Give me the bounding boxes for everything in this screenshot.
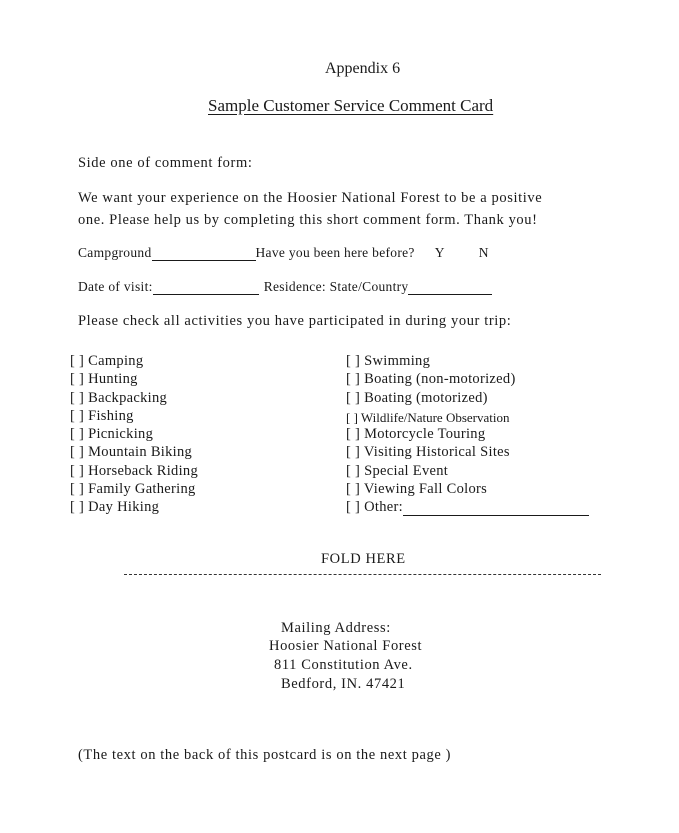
- mailing-line-2: 811 Constitution Ave.: [274, 657, 413, 673]
- page-title: Sample Customer Service Comment Card: [208, 96, 494, 115]
- activity-checkbox[interactable]: [ ] Backpacking: [70, 389, 168, 406]
- other-row: [346, 499, 589, 517]
- footer-note: (The text on the back of this postcard is on the next page ): [78, 747, 452, 763]
- no-option[interactable]: N: [478, 245, 489, 260]
- activity-checkbox[interactable]: [ ] Camping: [70, 353, 144, 369]
- fold-line: [124, 574, 601, 575]
- residence-field[interactable]: [408, 280, 492, 295]
- yes-option[interactable]: Y: [434, 245, 445, 260]
- activity-checkbox[interactable]: [ ] Boating (non-motorized): [346, 371, 516, 388]
- activity-checkbox[interactable]: [ ] Day Hiking: [70, 499, 160, 516]
- campground-label: Campground: [78, 245, 152, 260]
- side-label: Side one of comment form:: [78, 155, 253, 171]
- fold-label: FOLD HERE: [321, 551, 406, 567]
- activity-checkbox[interactable]: [ ] Swimming: [346, 353, 431, 369]
- campground-row: [78, 245, 489, 261]
- mailing-line-3: Bedford, IN. 47421: [281, 676, 406, 692]
- residence-label: Residence: State/Country: [263, 279, 409, 294]
- activity-checkbox[interactable]: [ ] Other:: [346, 499, 403, 516]
- activity-checkbox[interactable]: [ ] Fishing: [70, 407, 134, 424]
- activity-checkbox[interactable]: [ ] Picnicking: [70, 426, 154, 443]
- intro-line-2: one. Please help us by completing this short comment form. Thank you!: [78, 212, 538, 228]
- activity-checkbox[interactable]: [ ] Viewing Fall Colors: [346, 481, 488, 498]
- intro-line-1: We want your experience on the Hoosier National Forest to be a positive: [78, 190, 543, 206]
- activity-checkbox[interactable]: [ ] Special Event: [346, 462, 449, 479]
- been-here-label: Have you been here before?: [255, 245, 415, 260]
- appendix-label: Appendix 6: [325, 60, 401, 77]
- date-field[interactable]: [153, 280, 259, 295]
- activity-checkbox[interactable]: [ ] Boating (motorized): [346, 389, 488, 406]
- other-field[interactable]: [403, 503, 589, 516]
- date-row: [78, 279, 492, 295]
- campground-field[interactable]: [152, 246, 256, 261]
- activity-checkbox[interactable]: [ ] Wildlife/Nature Observation: [346, 409, 510, 425]
- activity-checkbox[interactable]: [ ] Hunting: [70, 371, 138, 388]
- mailing-line-1: Hoosier National Forest: [269, 638, 423, 654]
- activity-checkbox[interactable]: [ ] Visiting Historical Sites: [346, 444, 510, 461]
- activities-prompt: Please check all activities you have participated in during your trip:: [78, 313, 512, 329]
- activity-checkbox[interactable]: [ ] Mountain Biking: [70, 444, 193, 461]
- date-label: Date of visit:: [78, 279, 153, 294]
- activity-checkbox[interactable]: [ ] Horseback Riding: [70, 462, 199, 479]
- activities-right-list: [346, 353, 589, 518]
- mailing-label: Mailing Address:: [281, 620, 391, 636]
- activities-left-list: [70, 353, 198, 518]
- activity-checkbox[interactable]: [ ] Family Gathering: [70, 481, 196, 498]
- activity-checkbox[interactable]: [ ] Motorcycle Touring: [346, 426, 486, 443]
